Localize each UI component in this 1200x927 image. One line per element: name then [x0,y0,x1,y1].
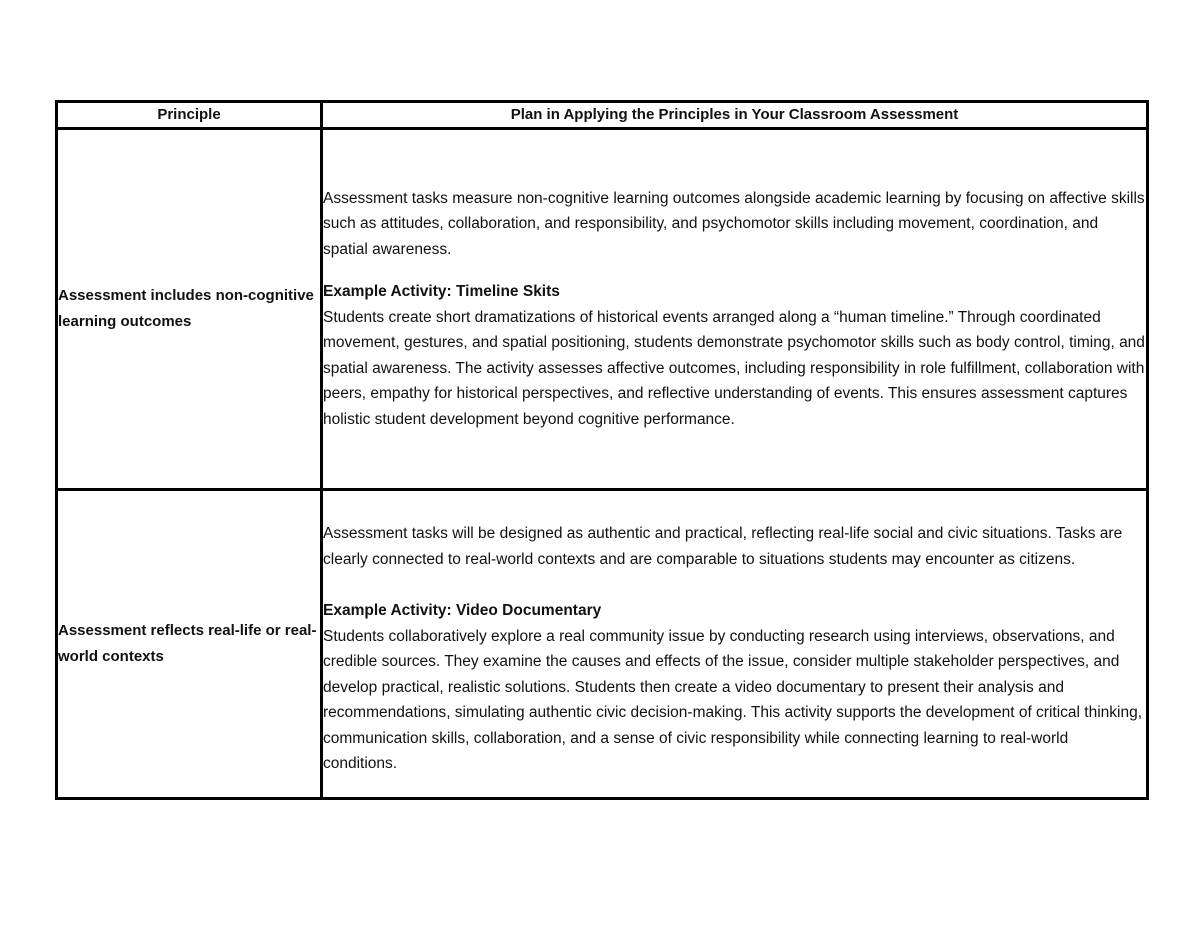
example-activity-body: Students collaboratively explore a real community issue by conducting research using interviews, observations, and credible sources. They examine the causes and effects of the issue, consider multiple stakeholder perspectives, and develop practical, realistic solutions. Students then create a video documentary to present their analysis and recommendations, simulating authentic civic decision-making. This activity supports the development of critical thinking, communication skills, collaboration, and a sense of civic responsibility while connecting learning to real-world conditions. [323,627,1143,773]
plan-cell [322,490,1148,799]
table-row [57,129,1148,490]
principle-cell: Assessment reflects real-life or real-world contexts [57,490,322,799]
principle-column-header: Principle [57,102,322,129]
table-row [57,490,1148,799]
table-header-row [57,102,1148,129]
example-activity-title: Example Activity: Timeline Skits [323,283,560,301]
example-activity-body: Students create short dramatizations of historical events arranged along a “human timeline.” Through coordinated movement, gestures, and spatial positioning, students demonstrate psychomotor skills such as body control, timing, and spatial awareness. The activity assesses affective outcomes, including responsibility in role fulfillment, collaboration with peers, empathy for historical perspectives, and reflective understanding of events. This ensures assessment captures holistic student development beyond cognitive performance. [323,308,1145,428]
plan-description: Assessment tasks will be designed as authentic and practical, reflecting real-life social and civic situations. Tasks are clearly connected to real-world contexts and are comparable to situations students may encounter as citizens. [323,525,1123,568]
plan-description: Assessment tasks measure non-cognitive learning outcomes alongside academic learning by focusing on affective skills such as attitudes, collaboration, and responsibility, and psychomotor skills including movement, coordination, and spatial awareness. [323,189,1145,258]
principles-table [55,100,1149,800]
principle-cell: Assessment includes non-cognitive learning outcomes [57,129,322,490]
example-activity-title: Example Activity: Video Documentary [323,602,602,620]
plan-column-header: Plan in Applying the Principles in Your Classroom Assessment [322,102,1148,129]
plan-cell [322,129,1148,490]
